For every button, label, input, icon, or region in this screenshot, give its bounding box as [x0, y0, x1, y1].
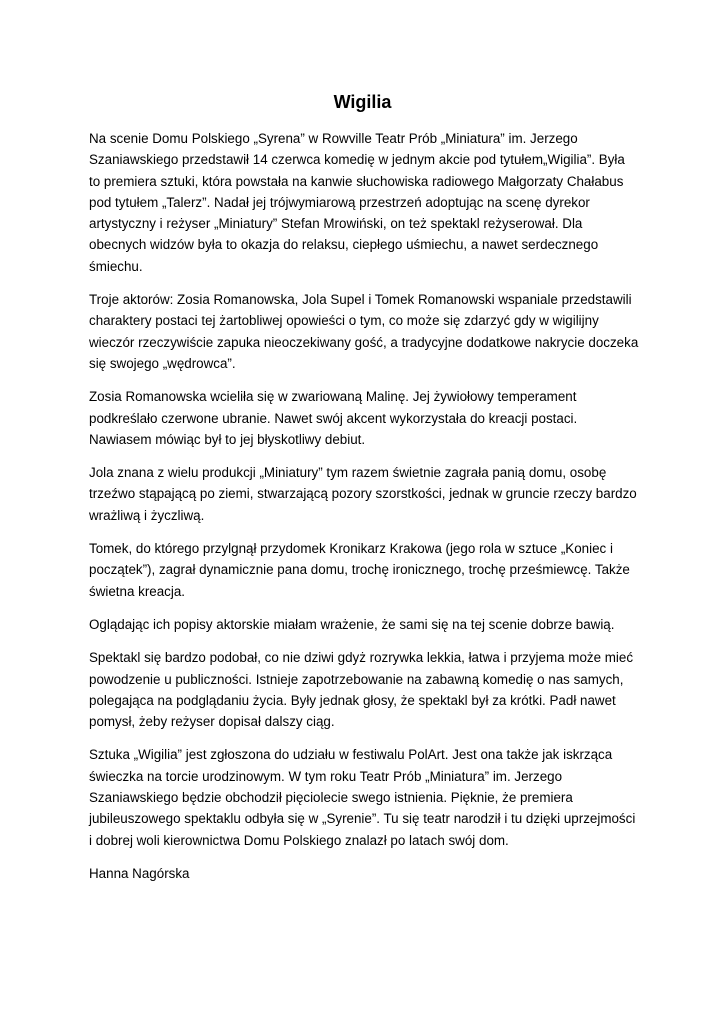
paragraph-line: wieczór rzeczywiście zapuka nieoczekiwany gość, a tradycyjne dodatkowe nakrycie doczeka [89, 334, 639, 350]
paragraph-5 [89, 538, 634, 602]
author-signature: Hanna Nagórska [89, 865, 190, 881]
paragraph-line: śmiechu. [89, 258, 143, 274]
paragraph-7 [89, 647, 634, 732]
paragraph-line: świetna kreacja. [89, 583, 186, 599]
paragraph-line: Szaniawskiego przedstawił 14 czerwca komedię w jednym akcie pod tytułem„Wigilia”. Była [89, 152, 625, 168]
paragraph-4 [89, 462, 637, 526]
paragraph-line: Sztuka „Wigilia” jest zgłoszona do udziału w festiwalu PolArt. Jest ona także jak iskrząca [89, 747, 613, 763]
paragraph-8 [89, 744, 634, 850]
paragraph-line: charaktery postaci tej żartobliwej opowieści o tym, co może się zdarzyć gdy w wigilijny [89, 313, 599, 329]
paragraph-line: Spektakl się bardzo podobał, co nie dziwi gdyż rozrywka lekkia, łatwa i przyjema może mieć [89, 650, 634, 666]
paragraph-line: Oglądając ich popisy aktorskie miałam wrażenie, że sami się na tej scenie dobrze bawią. [89, 616, 615, 632]
paragraph-line: początek”), zagrał dynamicznie pana domu, trochę ironicznego, trochę prześmiewcę. Także [89, 562, 630, 578]
paragraph-line: obecnych widzów była to okazja do relaksu, ciepłego uśmiechu, a nawet serdecznego [89, 237, 599, 253]
paragraph-line: się swojego „wędrowca”. [89, 355, 236, 371]
paragraph-line: artystyczny i reżyser „Miniatury” Stefan Mrowiński, on też spektakl reżyserował. Dla [89, 216, 583, 232]
paragraph-line: powodzenie u publiczności. Istnieje zapotrzebowanie na zabawną komedię o nas samych, [89, 671, 624, 687]
paragraph-1 [89, 128, 634, 277]
paragraph-3 [89, 386, 634, 450]
paragraph-line: pod tytułem „Talerz”. Nadał jej trójwymiarową przestrzeń adoptując na scenę dyrekor [89, 194, 590, 210]
paragraph-line: polegająca na podglądaniu życia. Były jednak głosy, że spektakl był za krótki. Padł nawet [89, 692, 616, 708]
paragraph-line: Jola znana z wielu produkcji „Miniatury” tym razem świetnie zagrała panią domu, osobę [89, 465, 607, 481]
paragraph-line: to premiera sztuki, która powstała na kanwie słuchowiska radiowego Małgorzaty Chałabus [89, 173, 624, 189]
document-title: Wigilia [333, 92, 392, 112]
paragraph-line: Szaniawskiego będzie obchodził pięciolecie swego istnienia. Pięknie, że premiera [89, 790, 573, 806]
document-body [89, 128, 639, 884]
paragraph-line: trzeźwo stąpającą po ziemi, stwarzającą pozory szorstkości, jednak w gruncie rzeczy bardzo [89, 486, 637, 502]
paragraph-line: Nawiasem mówiąc był to jej błyskotliwy debiut. [89, 431, 366, 447]
paragraph-line: wrażliwą i życzliwą. [89, 507, 205, 523]
paragraph-line: Tomek, do którego przylgnął przydomek Kronikarz Krakowa (jego rola w sztuce „Koniec i [89, 541, 613, 557]
paragraph-line: świeczka na torcie urodzinowym. W tym roku Teatr Prób „Miniatura” im. Jerzego [89, 768, 563, 784]
paragraph-line: Zosia Romanowska wcieliła się w zwariowaną Malinę. Jej żywiołowy temperament [89, 389, 577, 405]
paragraph-line: Na scenie Domu Polskiego „Syrena” w Rowville Teatr Prób „Miniatura” im. Jerzego [89, 131, 578, 146]
paragraph-line: i dobrej woli kierownictwa Domu Polskiego znalazł po latach swój dom. [89, 832, 509, 848]
paragraph-6 [89, 614, 634, 635]
paragraph-2 [89, 289, 639, 374]
paragraph-line: Troje aktorów: Zosia Romanowska, Jola Supel i Tomek Romanowski wspaniale przedstawili [89, 292, 632, 308]
paragraph-line: podkreślało czerwone ubranie. Nawet swój akcent wykorzystała do kreacji postaci. [89, 410, 578, 426]
paragraph-line: jubileuszowego spektaklu odbyła się w „Syrenie”. Tu się teatr narodził i tu dzięki uprzejmości [89, 811, 636, 827]
paragraph-line: pomysł, żeby reżyser dopisał dalszy ciąg. [89, 714, 335, 730]
